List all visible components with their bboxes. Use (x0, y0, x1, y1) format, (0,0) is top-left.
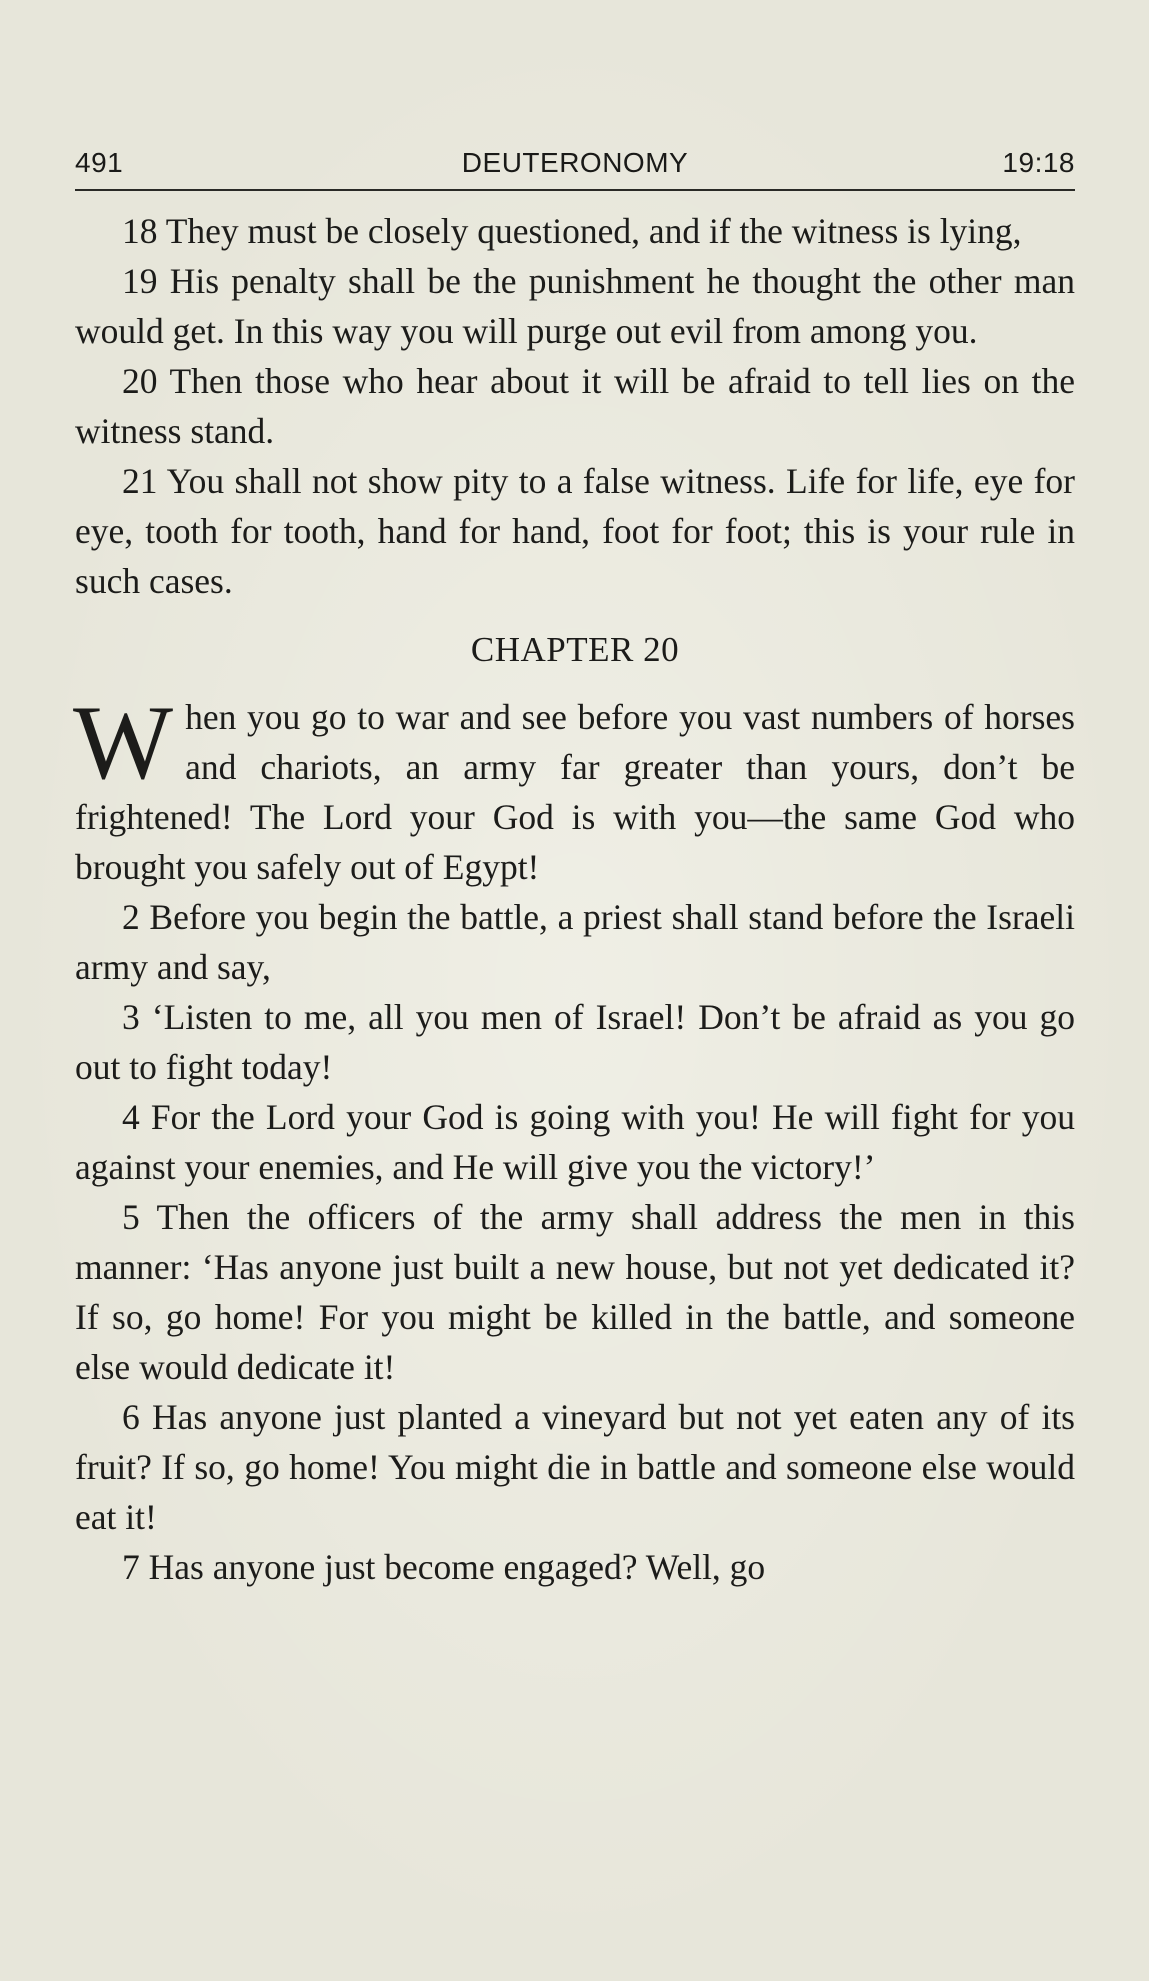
chapter-verse-reference: 19:18 (1002, 147, 1075, 178)
verse-18: 18 They must be closely questioned, and if the witness is lying, (122, 211, 1022, 251)
page-number: 491 (75, 147, 124, 178)
chapter-heading: CHAPTER 20 (470, 630, 680, 669)
running-header (75, 147, 1075, 187)
verse-21: 21 You shall not show pity to a false witness. Life for life, eye for eye, tooth for tooth, hand for hand, foot for foot; this is your rule in such cases. (75, 461, 1075, 601)
page-body (75, 206, 1075, 1592)
verse-19: 19 His penalty shall be the punishment he thought the other man would get. In this way you will purge out evil from among you. (75, 261, 1075, 351)
chapter-opening-paragraph (73, 684, 1075, 892)
verse-7: 7 Has anyone just become engaged? Well, go (122, 1547, 766, 1587)
verse-20: 20 Then those who hear about it will be afraid to tell lies on the witness stand. (75, 361, 1075, 451)
verse-2: 2 Before you begin the battle, a priest shall stand before the Israeli army and say, (75, 897, 1075, 987)
verse-4: 4 For the Lord your God is going with you! He will fight for you against your enemies, and He will give you the victory!’ (75, 1097, 1075, 1187)
verse-6: 6 Has anyone just planted a vineyard but not yet eaten any of its fruit? If so, go home! You might die in battle and someone else would eat it! (75, 1397, 1075, 1537)
book-title: DEUTERONOMY (461, 147, 689, 178)
header-rule (75, 189, 1075, 191)
verse-3: 3 ‘Listen to me, all you men of Israel! Don’t be afraid as you go out to fight today! (75, 997, 1075, 1087)
opening-text: hen you go to war and see before you vast numbers of horses and chariots, an army far greater than yours, don’t be frightened! The Lord your God is with you—the same God who brought you safely out of Egypt! (75, 697, 1075, 887)
verse-5: 5 Then the officers of the army shall address the men in this manner: ‘Has anyone just built a new house, but not yet dedicated it? If so, go home! For you might be killed in the battle, and someone else would dedicate it! (75, 1197, 1075, 1387)
drop-cap: W (73, 684, 174, 801)
